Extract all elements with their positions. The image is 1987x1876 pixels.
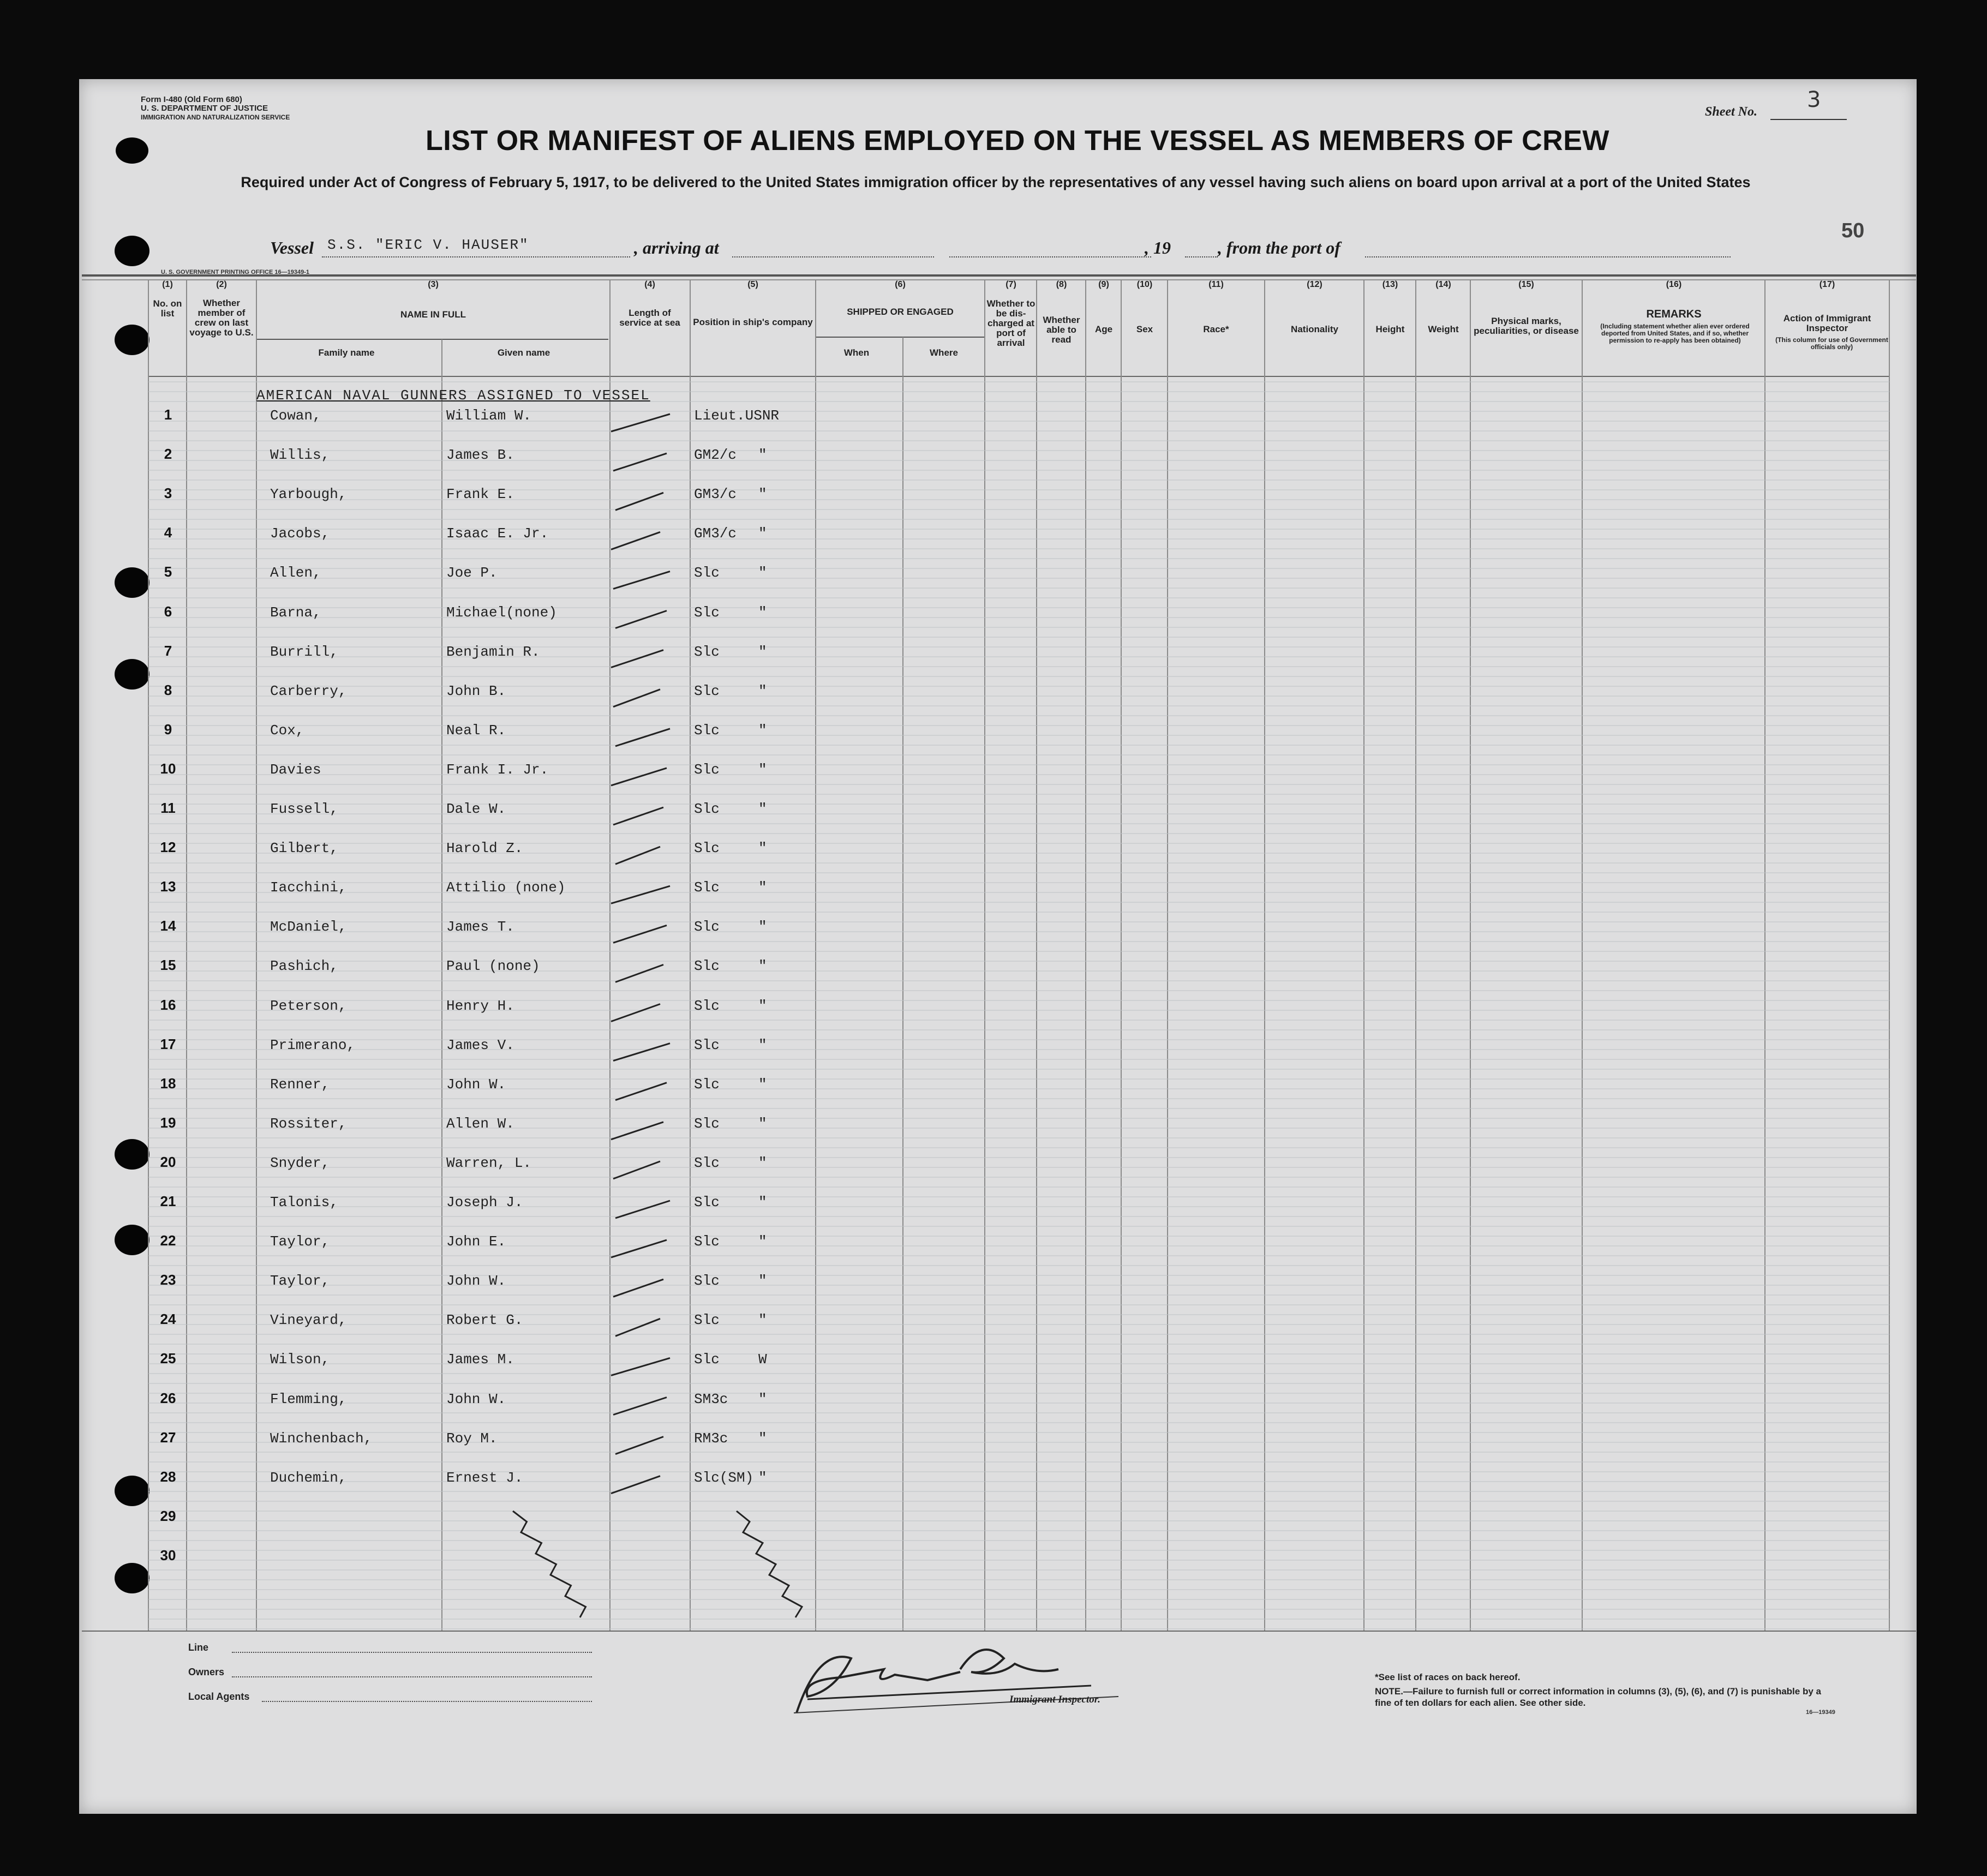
arriving-label: , arriving at [634,238,719,257]
ditto-mark-cell: " [758,1194,767,1210]
year-label: , 19 [1145,238,1171,257]
position-cell: Slc [694,1351,720,1368]
position-cell: Slc [694,604,720,621]
given-name-cell: Henry H. [446,997,514,1014]
family-name-cell: Cowan, [270,407,321,424]
position-cell: SM3c [694,1390,728,1407]
family-name-cell: Taylor, [270,1273,330,1290]
row-number: 11 [160,800,176,816]
column-header-label: Physical marks, peculiarities, or disease [1474,316,1579,336]
position-cell: GM2/c [694,447,737,464]
position-cell: Slc [694,1194,720,1210]
ditto-mark-cell: " [758,879,767,896]
ditto-mark-cell: " [758,604,767,621]
given-name-cell: Joseph J. [446,1194,523,1210]
position-cell: Slc [694,801,720,817]
column-number: (10) [1136,280,1153,289]
fine-note: NOTE.—Failure to furnish full or correct information in columns (3), (5), (6), and (7) is punishable by a fine of ten dollars for each alien. See other side. [1375,1686,1821,1708]
ditto-mark-cell: " [758,958,767,975]
where-header: Where [930,347,958,358]
row-number: 8 [164,681,172,698]
given-name-cell: Robert G. [446,1312,523,1329]
family-name-cell: Willis, [270,447,330,464]
column-number: (4) [644,280,655,289]
family-name-cell: Flemming, [270,1390,347,1407]
family-name-cell: Renner, [270,1076,330,1093]
given-name-cell: John B. [446,682,506,699]
column-number: (5) [747,280,758,289]
position-cell: Lieut.USNR [694,407,780,424]
family-name-cell: Taylor, [270,1233,330,1250]
position-cell: Slc [694,1076,720,1093]
ditto-mark-cell: " [758,722,767,739]
ditto-mark-cell: " [758,486,767,503]
sheet-label: Sheet No. [1705,105,1757,119]
vessel-label: Vessel [270,238,314,257]
form-service: IMMIGRATION AND NATURALIZATION SERVICE [141,113,290,121]
form-department: U. S. DEPARTMENT OF JUSTICE [141,104,268,113]
given-name-cell: Harold Z. [446,840,523,857]
family-name-cell: Davies [270,761,321,778]
row-number: 2 [164,446,172,463]
family-name-cell: Peterson, [270,997,347,1014]
family-name-cell: Vineyard, [270,1312,347,1329]
position-cell: Slc [694,682,720,699]
ditto-mark-cell: " [758,1312,767,1329]
given-name-cell: John W. [446,1390,506,1407]
column-number: (15) [1518,280,1534,289]
position-cell: Slc [694,1036,720,1053]
row-number: 15 [160,957,176,974]
given-name-cell: John E. [446,1233,506,1250]
row-number: 20 [160,1153,176,1170]
row-number: 27 [160,1429,176,1446]
form-number: Form I-480 (Old Form 680) [141,95,242,104]
ditto-mark-cell: " [758,525,767,542]
column-number: (13) [1382,280,1398,289]
ditto-mark-cell: " [758,682,767,699]
family-name-cell: Primerano, [270,1036,356,1053]
given-name-cell: Dale W. [446,801,506,817]
family-name-cell: Burrill, [270,643,338,660]
column-header-label: Age [1094,324,1113,334]
family-name-cell: McDaniel, [270,919,347,936]
column-header-label: REMARKS [1646,308,1702,320]
ditto-mark-cell: " [758,801,767,817]
position-cell: RM3c [694,1430,728,1447]
ditto-mark-cell: " [758,565,767,582]
family-name-cell: Talonis, [270,1194,338,1210]
family-name-cell: Iacchini, [270,879,347,896]
from-port-label: , from the port of [1218,238,1340,257]
column-number: (8) [1056,280,1067,289]
ditto-mark-cell: " [758,1036,767,1053]
family-name-cell: Cox, [270,722,304,739]
position-cell: Slc [694,919,720,936]
row-number: 7 [164,642,172,659]
row-number: 19 [160,1114,176,1131]
given-name-cell: Benjamin R. [446,643,540,660]
given-name-cell: Paul (none) [446,958,540,975]
family-name-header: Family name [318,347,375,358]
position-cell: Slc [694,879,720,896]
position-cell: Slc [694,1312,720,1329]
position-cell: Slc [694,1115,720,1132]
row-number: 23 [160,1272,176,1288]
ditto-mark-cell: " [758,1076,767,1093]
column-header-label: Height [1375,324,1405,334]
column-number: (9) [1098,280,1109,289]
ditto-mark-cell: " [758,761,767,778]
given-name-cell: James M. [446,1351,514,1368]
page-title: LIST OR MANIFEST OF ALIENS EMPLOYED ON THE VESSEL AS MEMBERS OF CREW [426,125,1609,157]
given-name-cell: James T. [446,919,514,936]
row-number: 9 [164,721,172,738]
column-header-label: NAME IN FULL [400,309,466,320]
row-number: 6 [164,603,172,620]
printer-imprint: U. S. GOVERNMENT PRINTING OFFICE 16—19349-1 [161,269,310,275]
position-cell: Slc [694,761,720,778]
ditto-mark-cell: " [758,1154,767,1171]
given-name-cell: Isaac E. Jr. [446,525,549,542]
inspector-note: (This column for use of Government officials only) [1775,336,1888,351]
column-header-label: Weight [1428,324,1459,334]
given-name-cell: John W. [446,1273,506,1290]
ditto-mark-cell: " [758,447,767,464]
column-header-label: Whether member of crew on last voyage to U.S. [189,298,254,338]
row-number: 29 [160,1507,176,1524]
position-cell: Slc [694,840,720,857]
row-number: 3 [164,485,172,502]
family-name-cell: Jacobs, [270,525,330,542]
family-name-cell: Carberry, [270,682,347,699]
local-agents-label: Local Agents [188,1691,250,1702]
page-number: 50 [1841,219,1865,242]
row-number: 4 [164,524,172,541]
family-name-cell: Barna, [270,604,321,621]
ditto-mark-cell: " [758,1115,767,1132]
group-heading: AMERICAN NAVAL GUNNERS ASSIGNED TO VESSEL [256,387,650,404]
column-number: (17) [1819,280,1835,289]
ditto-mark-cell: " [758,1233,767,1250]
given-name-cell: Neal R. [446,722,506,739]
given-name-cell: Ernest J. [446,1469,523,1486]
family-name-cell: Yarbough, [270,486,347,503]
row-number: 17 [160,1035,176,1052]
given-name-cell: Warren, L. [446,1154,532,1171]
remarks-note: (Including statement whether alien ever ordered deported from United States, and if so, whether permission to re-apply has been obtained) [1600,322,1750,344]
family-name-cell: Fussell, [270,801,338,817]
row-number: 24 [160,1311,176,1328]
row-number: 26 [160,1389,176,1406]
position-cell: Slc [694,1154,720,1171]
position-cell: Slc [694,1273,720,1290]
column-number: (14) [1435,280,1451,289]
ditto-mark-cell: " [758,997,767,1014]
ditto-mark-cell: W [758,1351,767,1368]
given-name-cell: Michael(none) [446,604,557,621]
given-name-cell: Frank I. Jr. [446,761,549,778]
row-number: 13 [160,878,176,895]
position-cell: GM3/c [694,486,737,503]
column-number: (12) [1307,280,1322,289]
given-name-cell: Joe P. [446,565,498,582]
row-number: 1 [164,406,172,423]
column-header-label: Nationality [1291,324,1338,334]
ditto-mark-cell: " [758,919,767,936]
given-name-header: Given name [497,347,550,358]
position-cell: Slc [694,958,720,975]
position-cell: Slc [694,565,720,582]
given-name-cell: James V. [446,1036,514,1053]
row-number: 22 [160,1232,176,1249]
column-number: (7) [1006,280,1016,289]
row-number: 18 [160,1075,176,1092]
line-label: Line [188,1642,209,1653]
given-name-cell: William W. [446,407,532,424]
column-number: (11) [1208,280,1224,289]
row-number: 16 [160,996,176,1013]
row-number: 14 [160,918,176,934]
column-header-label: SHIPPED OR ENGAGED [847,307,954,317]
vessel-name: S.S. "ERIC V. HAUSER" [327,237,529,253]
column-number: (3) [428,280,439,289]
column-header-label: Length of service at sea [619,308,680,328]
position-cell: Slc [694,997,720,1014]
ditto-mark-cell: " [758,643,767,660]
row-number: 10 [160,760,176,777]
column-number: (1) [162,280,173,289]
position-cell: Slc(SM) [694,1469,754,1486]
ditto-mark-cell: " [758,1390,767,1407]
position-cell: Slc [694,643,720,660]
races-note: *See list of races on back hereof. [1375,1672,1521,1682]
position-cell: Slc [694,1233,720,1250]
when-header: When [843,347,870,358]
ditto-mark-cell: " [758,1273,767,1290]
row-number: 30 [160,1547,176,1563]
column-header-label: Position in ship's company [693,317,813,327]
family-name-cell: Gilbert, [270,840,338,857]
family-name-cell: Pashich, [270,958,338,975]
family-name-cell: Rossiter, [270,1115,347,1132]
column-number: (16) [1666,280,1682,289]
column-header-label: Whether able to read [1043,315,1080,345]
family-name-cell: Allen, [270,565,321,582]
given-name-cell: James B. [446,447,514,464]
family-name-cell: Snyder, [270,1154,330,1171]
row-number: 21 [160,1193,176,1209]
column-header-label: Whether to be dis-charged at port of arrival [986,298,1036,348]
given-name-cell: Frank E. [446,486,514,503]
ditto-mark-cell: " [758,1469,767,1486]
column-number: (6) [895,280,906,289]
given-name-cell: Attilio (none) [446,879,566,896]
row-number: 25 [160,1350,176,1367]
form-code: 16—19349 [1806,1709,1835,1716]
row-number: 5 [164,564,172,580]
sheet-number: 3 [1807,87,1821,112]
column-header-label: No. on list [153,298,182,319]
given-name-cell: Allen W. [446,1115,514,1132]
row-number: 12 [160,839,176,856]
position-cell: Slc [694,722,720,739]
column-number: (2) [216,280,227,289]
column-header-label: Race* [1203,324,1229,334]
given-name-cell: Roy M. [446,1430,498,1447]
inspector-label: Immigrant Inspector. [1009,1694,1100,1705]
given-name-cell: John W. [446,1076,506,1093]
column-header-label: Action of Immigrant Inspector [1783,313,1871,333]
row-number: 28 [160,1468,176,1485]
page-subtitle: Required under Act of Congress of February 5, 1917, to be delivered to the United States immigration officer by the representatives of any vessel having such aliens on board upon arrival at a port of the United States [241,174,1751,190]
owners-label: Owners [188,1667,225,1677]
family-name-cell: Duchemin, [270,1469,347,1486]
ditto-mark-cell: " [758,840,767,857]
family-name-cell: Winchenbach, [270,1430,373,1447]
position-cell: GM3/c [694,525,737,542]
family-name-cell: Wilson, [270,1351,330,1368]
ditto-mark-cell: " [758,1430,767,1447]
column-header-label: Sex [1136,324,1153,334]
